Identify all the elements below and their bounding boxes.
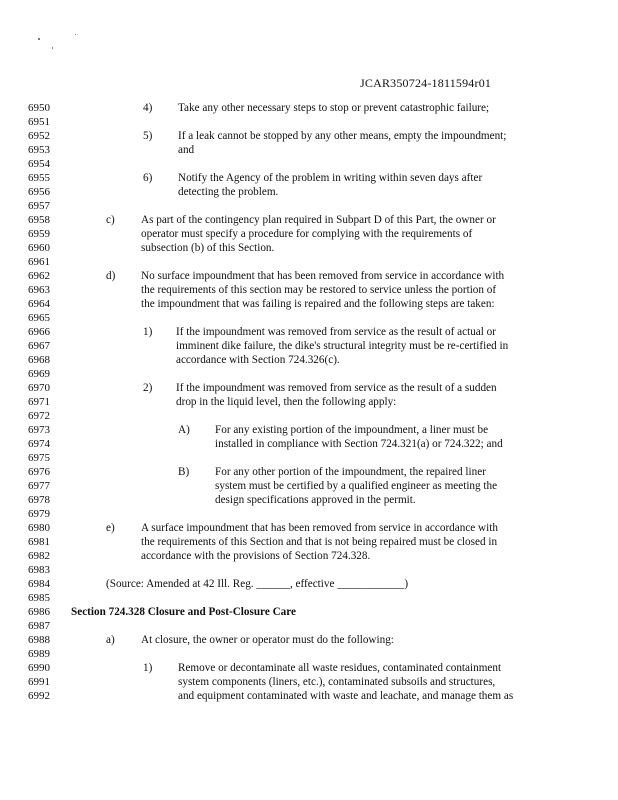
subsection-a-text: At closure, the owner or operator must do the following: [141,634,394,646]
source-note: (Source: Amended at 42 Ill. Reg. ______, effective ____________) [106,578,409,590]
line-number: 6956 [28,186,50,198]
subsection-a-label: a) [106,634,115,646]
scan-speck [75,34,76,35]
line-number: 6960 [28,242,50,254]
line-number: 6951 [28,116,50,128]
subsection-c-text: subsection (b) of this Section. [141,242,275,254]
line-number: 6961 [28,256,50,268]
item-4-label: 4) [143,102,153,114]
line-number: 6957 [28,200,50,212]
item-B-text: system must be certified by a qualified engineer as meeting the [215,480,498,492]
line-number: 6991 [28,676,50,688]
line-number: 6962 [28,270,50,282]
subsection-d-text: the impoundment that was failing is repaired and the following steps are taken: [141,298,495,310]
subsection-d-text: No surface impoundment that has been removed from service in accordance with [141,270,505,282]
line-number: 6970 [28,382,50,394]
line-number: 6965 [28,312,50,324]
line-number: 6972 [28,410,50,422]
item-6-text: Notify the Agency of the problem in writing within seven days after [178,172,483,184]
line-number: 6952 [28,130,50,142]
item-B-label: B) [178,466,190,478]
line-number: 6989 [28,648,50,660]
item-a1-text: and equipment contaminated with waste and leachate, and manage them as [178,690,514,702]
line-number: 6990 [28,662,50,674]
scan-speck [52,47,53,49]
line-number: 6953 [28,144,50,156]
subsection-e-text: A surface impoundment that has been removed from service in accordance with [141,522,498,534]
subsection-c-label: c) [106,214,115,226]
line-number: 6955 [28,172,50,184]
line-number: 6969 [28,368,50,380]
line-number: 6986 [28,606,50,618]
subsection-e-text: accordance with the provisions of Section 724.328. [141,550,371,562]
item-A-text: For any existing portion of the impoundment, a liner must be [215,424,489,436]
subsection-d-text: the requirements of this section may be restored to service unless the portion of [141,284,497,296]
line-number: 6971 [28,396,50,408]
line-number: 6966 [28,326,50,338]
line-number: 6977 [28,480,50,492]
line-number: 6975 [28,452,50,464]
line-number: 6954 [28,158,50,170]
line-number: 6981 [28,536,50,548]
scan-speck [38,38,40,40]
document-id: JCAR350724-1811594r01 [360,76,492,90]
item-B-text: For any other portion of the impoundment, the repaired liner [215,466,486,478]
item-5-label: 5) [143,130,153,142]
line-number: 6950 [28,102,50,114]
line-number: 6987 [28,620,50,632]
item-d1-text: If the impoundment was removed from service as the result of actual or [176,326,496,338]
line-number: 6992 [28,690,50,702]
line-number: 6958 [28,214,50,226]
line-number: 6978 [28,494,50,506]
line-number: 6974 [28,438,50,450]
item-d2-text: drop in the liquid level, then the following apply: [176,396,397,408]
line-number: 6988 [28,634,50,646]
item-4-text: Take any other necessary steps to stop or prevent catastrophic failure; [178,102,490,114]
line-number: 6984 [28,578,50,590]
line-number: 6973 [28,424,50,436]
item-d1-label: 1) [143,326,153,338]
line-number: 6968 [28,354,50,366]
subsection-e-text: the requirements of this Section and that is not being repaired must be closed in [141,536,498,548]
subsection-c-text: operator must specify a procedure for complying with the requirements of [141,228,473,240]
item-A-label: A) [178,424,190,436]
line-number: 6985 [28,592,50,604]
item-d2-text: If the impoundment was removed from service as the result of a sudden [176,382,497,394]
item-a1-text: Remove or decontaminate all waste residues, contaminated containment [178,662,502,674]
line-number: 6980 [28,522,50,534]
item-a1-text: system components (liners, etc.), contaminated subsoils and structures, [178,676,496,688]
item-5-text: If a leak cannot be stopped by any other means, empty the impoundment; [178,130,507,142]
line-number: 6982 [28,550,50,562]
line-number: 6963 [28,284,50,296]
item-6-label: 6) [143,172,153,184]
subsection-e-label: e) [106,522,115,534]
item-d2-label: 2) [143,382,153,394]
item-6-text: detecting the problem. [178,186,279,198]
line-number: 6959 [28,228,50,240]
line-number: 6983 [28,564,50,576]
item-A-text: installed in compliance with Section 724.321(a) or 724.322; and [215,438,503,450]
line-number: 6979 [28,508,50,520]
item-a1-label: 1) [143,662,153,674]
line-number: 6964 [28,298,50,310]
item-B-text: design specifications approved in the permit. [215,494,416,506]
line-number: 6976 [28,466,50,478]
item-d1-text: imminent dike failure, the dike's structural integrity must be re-certified in [176,340,509,352]
section-heading: Section 724.328 Closure and Post-Closure Care [71,606,296,618]
item-5-text: and [178,144,195,156]
subsection-c-text: As part of the contingency plan required in Subpart D of this Part, the owner or [141,214,496,226]
line-number: 6967 [28,340,50,352]
subsection-d-label: d) [106,270,116,282]
item-d1-text: accordance with Section 724.326(c). [176,354,340,366]
